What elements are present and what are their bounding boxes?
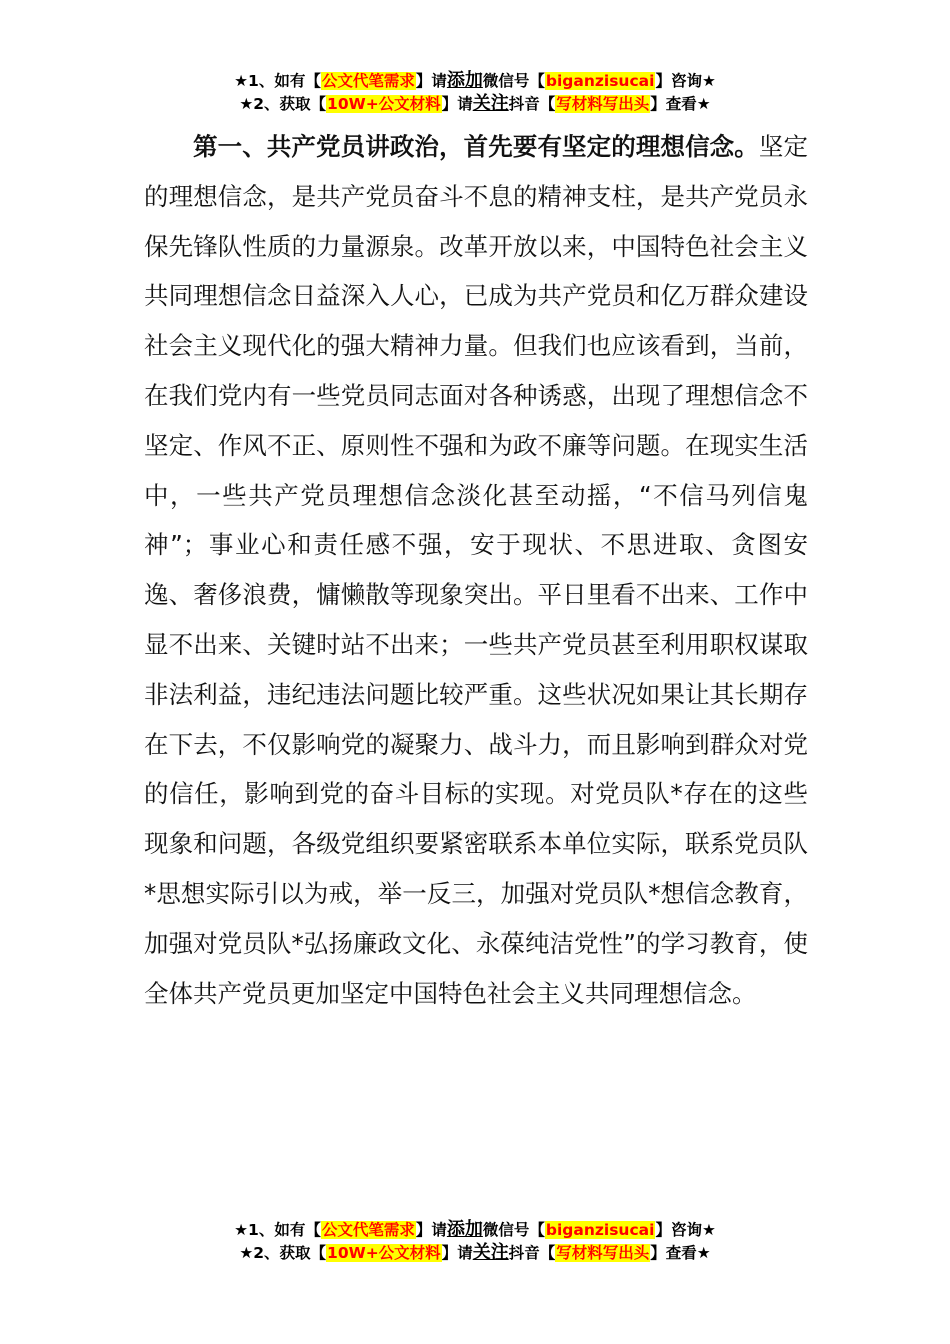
promo-text: 】请: [441, 1244, 473, 1262]
promo-line-2: [0, 92, 950, 115]
promo-text: ★1、如有【: [234, 72, 321, 90]
promo-text: 】查看★: [650, 1244, 711, 1262]
article-lead-heading: 第一、共产党员讲政治，首先要有坚定的理想信念。: [193, 132, 759, 161]
promo-text: 】查看★: [650, 95, 711, 113]
promo-line-1: [0, 1218, 950, 1241]
promo-douyin-id: 写材料写出头: [556, 95, 650, 113]
promo-underlined: 关注: [472, 93, 509, 114]
promo-underlined: 添加: [446, 1219, 483, 1240]
header-promo: [0, 69, 950, 115]
promo-text: 】请: [441, 95, 473, 113]
promo-highlight: 公文代笔需求: [321, 1221, 415, 1239]
promo-line-2: [0, 1241, 950, 1264]
promo-text: 】咨询★: [655, 72, 716, 90]
promo-text: 微信号【: [482, 1221, 545, 1239]
promo-underlined: 添加: [446, 70, 483, 91]
promo-highlight: 公文代笔需求: [321, 72, 415, 90]
article-body-text: 坚定的理想信念，是共产党员奋斗不息的精神支柱，是共产党员永保先锋队性质的力量源泉。改革开放以来，中国特色社会主义共同理想信念日益深入人心，已成为共产党员和亿万群众建设社会主义现代化的强大精神力量。但我们也应该看到，当前，在我们党内有一些党员同志面对各种诱惑，出现了理想信念不坚定、作风不正、原则性不强和为政不廉等问题。在现实生活中，一些共产党员理想信念淡化甚至动摇，“不信马列信鬼神”；事业心和责任感不强，安于现状、不思进取、贪图安逸、奢侈浪费，慵懒散等现象突出。平日里看不出来、工作中显不出来、关键时站不出来；一些共产党员甚至利用职权谋取非法利益，违纪违法问题比较严重。这些状况如果让其长期存在下去，不仅影响党的凝聚力、战斗力，而且影响到群众对党的信任，影响到党的奋斗目标的实现。对党员队*存在的这些现象和问题，各级党组织要紧密联系本单位实际，联系党员队*思想实际引以为戒，举一反三，加强对党员队*想信念教育，加强对党员队*弘扬廉政文化、永葆纯洁党性”的学习教育，使全体共产党员更加坚定中国特色社会主义共同理想信念。: [144, 132, 809, 1008]
promo-underlined: 关注: [472, 1242, 509, 1263]
promo-wechat-id: biganzisucai: [545, 72, 655, 90]
promo-text: 抖音【: [508, 1244, 556, 1262]
promo-highlight: 10W+公文材料: [327, 95, 441, 113]
promo-wechat-id: biganzisucai: [545, 1221, 655, 1239]
promo-text: 抖音【: [508, 95, 556, 113]
promo-text: 】咨询★: [655, 1221, 716, 1239]
promo-highlight: 10W+公文材料: [327, 1244, 441, 1262]
promo-douyin-id: 写材料写出头: [556, 1244, 650, 1262]
footer-promo: [0, 1218, 950, 1264]
promo-text: 微信号【: [482, 72, 545, 90]
article-paragraph: [144, 122, 808, 1018]
promo-text: ★2、获取【: [239, 95, 327, 113]
promo-text: ★1、如有【: [234, 1221, 321, 1239]
promo-text: 】请: [415, 72, 447, 90]
promo-text: ★2、获取【: [239, 1244, 327, 1262]
promo-line-1: [0, 69, 950, 92]
promo-text: 】请: [415, 1221, 447, 1239]
